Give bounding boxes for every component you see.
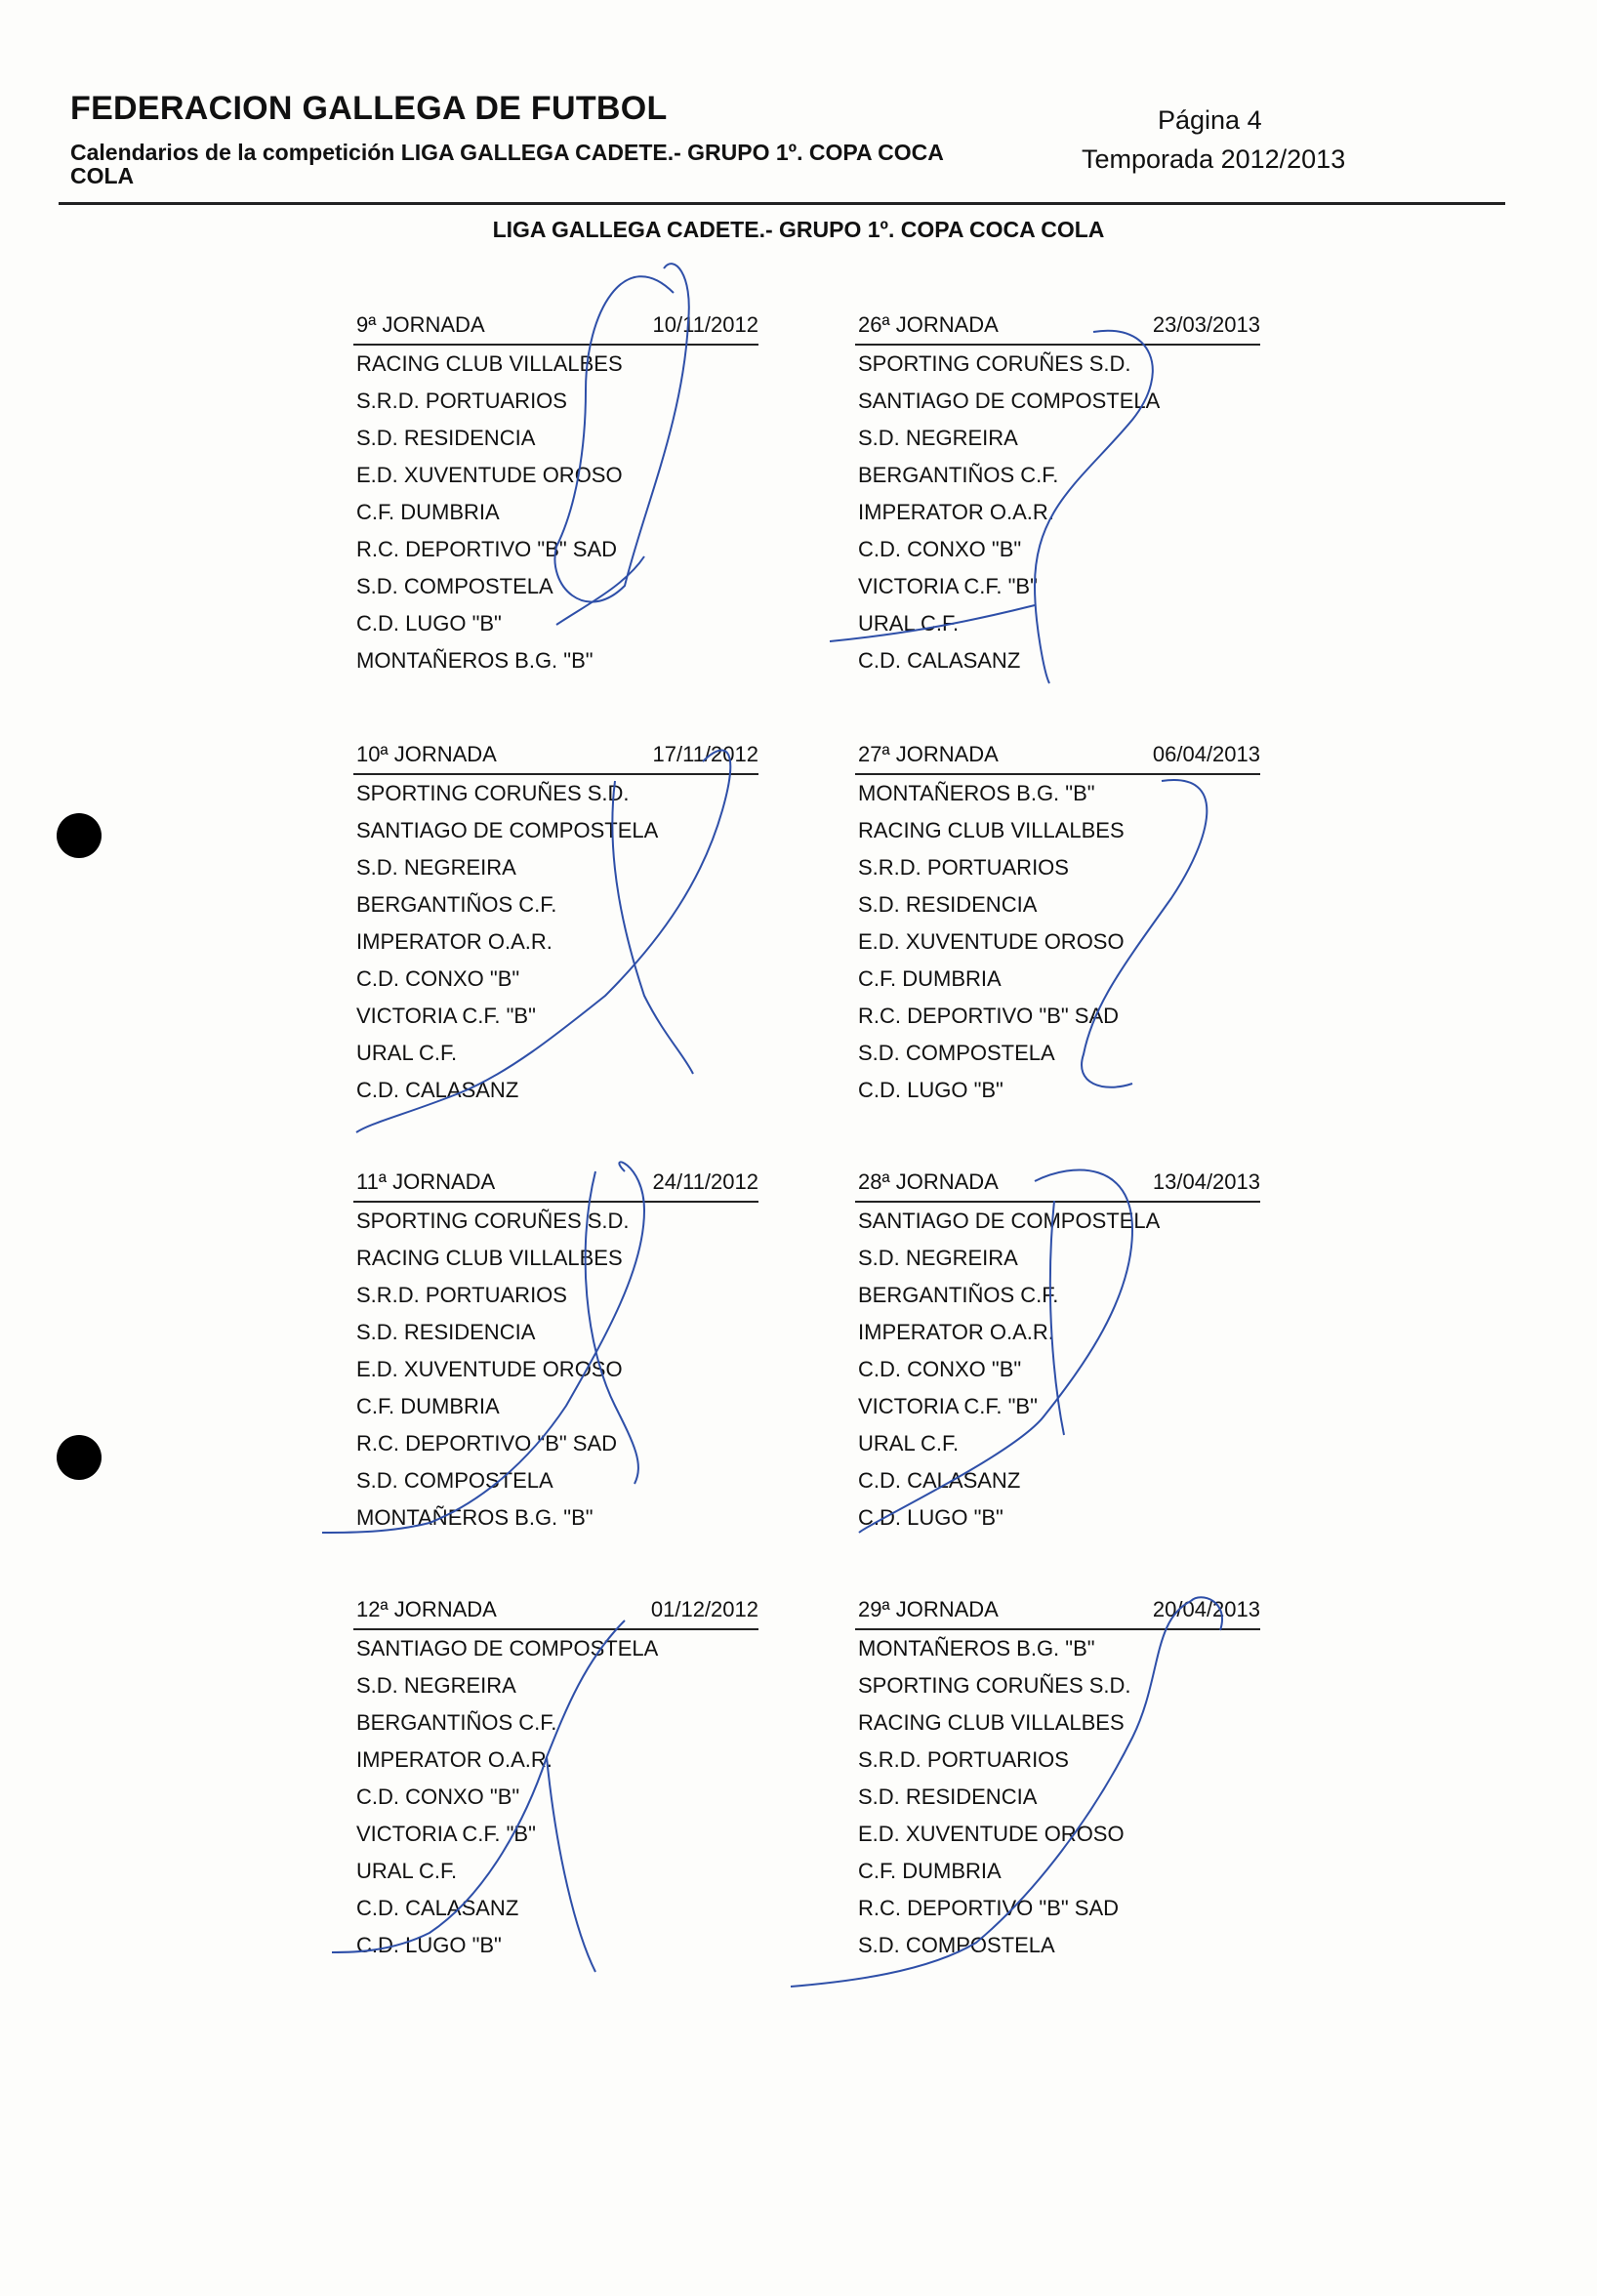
team-list <box>855 775 1260 1109</box>
team-item: S.D. RESIDENCIA <box>858 892 1038 917</box>
federation-title: FEDERACION GALLEGA DE FUTBOL <box>70 90 668 127</box>
page-number: Página 4 <box>1158 105 1262 135</box>
team-item: VICTORIA C.F. "B" <box>356 1004 536 1028</box>
team-item: SANTIAGO DE COMPOSTELA <box>356 818 659 842</box>
team-list <box>855 346 1260 679</box>
round-date: 06/04/2013 <box>1152 742 1260 766</box>
team-item: R.C. DEPORTIVO "B" SAD <box>858 1004 1120 1028</box>
team-item: C.D. CONXO "B" <box>858 537 1022 561</box>
round-header <box>353 1166 758 1201</box>
round-header <box>353 308 758 344</box>
team-item: C.D. LUGO "B" <box>858 1078 1003 1102</box>
team-list <box>353 1630 758 1964</box>
team-item: R.C. DEPORTIVO "B" SAD <box>356 537 618 561</box>
team-item: C.F. DUMBRIA <box>356 1394 500 1418</box>
team-item: C.D. CONXO "B" <box>356 1784 520 1809</box>
team-list <box>353 346 758 679</box>
round-block <box>855 738 1260 1109</box>
round-date: 13/04/2013 <box>1152 1169 1260 1194</box>
team-item: S.D. COMPOSTELA <box>858 1933 1055 1957</box>
team-item: E.D. XUVENTUDE OROSO <box>356 1357 623 1381</box>
season-label: Temporada 2012/2013 <box>1082 144 1346 174</box>
team-list <box>353 775 758 1109</box>
team-item: MONTAÑEROS B.G. "B" <box>858 781 1095 805</box>
team-item: E.D. XUVENTUDE OROSO <box>858 1822 1125 1846</box>
team-item: S.D. NEGREIRA <box>858 1246 1018 1270</box>
round-name: 12ª JORNADA <box>356 1597 497 1621</box>
round-header <box>855 1593 1260 1628</box>
team-item: VICTORIA C.F. "B" <box>356 1822 536 1846</box>
round-name: 26ª JORNADA <box>858 312 999 337</box>
team-item: SPORTING CORUÑES S.D. <box>356 781 630 805</box>
team-item: URAL C.F. <box>356 1041 458 1065</box>
team-item: C.D. CALASANZ <box>858 1468 1021 1493</box>
team-item: VICTORIA C.F. "B" <box>858 1394 1038 1418</box>
team-item: IMPERATOR O.A.R. <box>858 500 1054 524</box>
team-item: E.D. XUVENTUDE OROSO <box>858 929 1125 954</box>
team-item: C.D. LUGO "B" <box>356 1933 502 1957</box>
team-item: S.D. RESIDENCIA <box>356 1320 536 1344</box>
round-date: 17/11/2012 <box>652 742 758 766</box>
team-item: R.C. DEPORTIVO "B" SAD <box>356 1431 618 1456</box>
round-block <box>353 1166 758 1537</box>
team-item: VICTORIA C.F. "B" <box>858 574 1038 598</box>
team-list <box>855 1203 1260 1537</box>
round-header <box>353 1593 758 1628</box>
team-list <box>353 1203 758 1537</box>
team-item: C.D. CONXO "B" <box>858 1357 1022 1381</box>
round-name: 11ª JORNADA <box>356 1169 496 1194</box>
team-item: RACING CLUB VILLALBES <box>356 1246 623 1270</box>
round-block <box>353 1593 758 1964</box>
team-item: S.D. COMPOSTELA <box>356 1468 553 1493</box>
round-name: 28ª JORNADA <box>858 1169 999 1194</box>
team-item: RACING CLUB VILLALBES <box>858 818 1125 842</box>
team-list <box>855 1630 1260 1964</box>
team-item: MONTAÑEROS B.G. "B" <box>356 1505 594 1530</box>
team-item: BERGANTIÑOS C.F. <box>858 463 1059 487</box>
team-item: URAL C.F. <box>356 1859 458 1883</box>
round-name: 9ª JORNADA <box>356 312 485 337</box>
team-item: S.D. NEGREIRA <box>356 855 516 880</box>
round-name: 29ª JORNADA <box>858 1597 999 1621</box>
round-block <box>855 1166 1260 1537</box>
team-item: C.D. CALASANZ <box>356 1078 519 1102</box>
team-item: S.R.D. PORTUARIOS <box>356 1283 567 1307</box>
round-block <box>855 308 1260 679</box>
round-date: 10/11/2012 <box>652 312 758 337</box>
team-item: S.R.D. PORTUARIOS <box>356 389 567 413</box>
team-item: MONTAÑEROS B.G. "B" <box>858 1636 1095 1660</box>
round-date: 01/12/2012 <box>650 1597 758 1621</box>
team-item: S.R.D. PORTUARIOS <box>858 855 1069 880</box>
team-item: S.D. NEGREIRA <box>858 426 1018 450</box>
team-item: C.D. LUGO "B" <box>858 1505 1003 1530</box>
team-item: SANTIAGO DE COMPOSTELA <box>858 1209 1161 1233</box>
team-item: SANTIAGO DE COMPOSTELA <box>858 389 1161 413</box>
round-block <box>353 308 758 679</box>
team-item: RACING CLUB VILLALBES <box>858 1710 1125 1735</box>
team-item: BERGANTIÑOS C.F. <box>356 892 557 917</box>
team-item: BERGANTIÑOS C.F. <box>858 1283 1059 1307</box>
team-item: URAL C.F. <box>858 611 960 636</box>
team-item: C.D. LUGO "B" <box>356 611 502 636</box>
team-item: C.D. CONXO "B" <box>356 966 520 991</box>
team-item: IMPERATOR O.A.R. <box>356 929 553 954</box>
round-date: 23/03/2013 <box>1152 312 1260 337</box>
team-item: E.D. XUVENTUDE OROSO <box>356 463 623 487</box>
punch-hole <box>57 1435 102 1480</box>
team-item: S.D. RESIDENCIA <box>858 1784 1038 1809</box>
team-item: IMPERATOR O.A.R. <box>858 1320 1054 1344</box>
team-item: MONTAÑEROS B.G. "B" <box>356 648 594 673</box>
round-header <box>855 1166 1260 1201</box>
team-item: BERGANTIÑOS C.F. <box>356 1710 557 1735</box>
team-item: RACING CLUB VILLALBES <box>356 351 623 376</box>
round-header <box>353 738 758 773</box>
team-item: C.D. CALASANZ <box>858 648 1021 673</box>
round-date: 24/11/2012 <box>652 1169 758 1194</box>
team-item: SPORTING CORUÑES S.D. <box>858 351 1131 376</box>
team-item: S.D. RESIDENCIA <box>356 426 536 450</box>
team-item: S.R.D. PORTUARIOS <box>858 1747 1069 1772</box>
team-item: C.F. DUMBRIA <box>356 500 500 524</box>
team-item: S.D. COMPOSTELA <box>858 1041 1055 1065</box>
team-item: SPORTING CORUÑES S.D. <box>858 1673 1131 1698</box>
round-date: 20/04/2013 <box>1152 1597 1260 1621</box>
header-divider <box>59 202 1505 205</box>
round-name: 27ª JORNADA <box>858 742 999 766</box>
team-item: C.F. DUMBRIA <box>858 966 1002 991</box>
round-block <box>353 738 758 1109</box>
team-item: C.D. CALASANZ <box>356 1896 519 1920</box>
round-block <box>855 1593 1260 1964</box>
team-item: C.F. DUMBRIA <box>858 1859 1002 1883</box>
team-item: SANTIAGO DE COMPOSTELA <box>356 1636 659 1660</box>
competition-subtitle: Calendarios de la competición LIGA GALLEGA CADETE.- GRUPO 1º. COPA COCA COLA <box>70 140 944 188</box>
round-header <box>855 738 1260 773</box>
round-header <box>855 308 1260 344</box>
round-name: 10ª JORNADA <box>356 742 497 766</box>
team-item: IMPERATOR O.A.R. <box>356 1747 553 1772</box>
team-item: S.D. COMPOSTELA <box>356 574 553 598</box>
punch-hole <box>57 813 102 858</box>
team-item: R.C. DEPORTIVO "B" SAD <box>858 1896 1120 1920</box>
competition-title: LIGA GALLEGA CADETE.- GRUPO 1º. COPA COCA COLA <box>492 217 1105 242</box>
team-item: SPORTING CORUÑES S.D. <box>356 1209 630 1233</box>
team-item: URAL C.F. <box>858 1431 960 1456</box>
team-item: S.D. NEGREIRA <box>356 1673 516 1698</box>
